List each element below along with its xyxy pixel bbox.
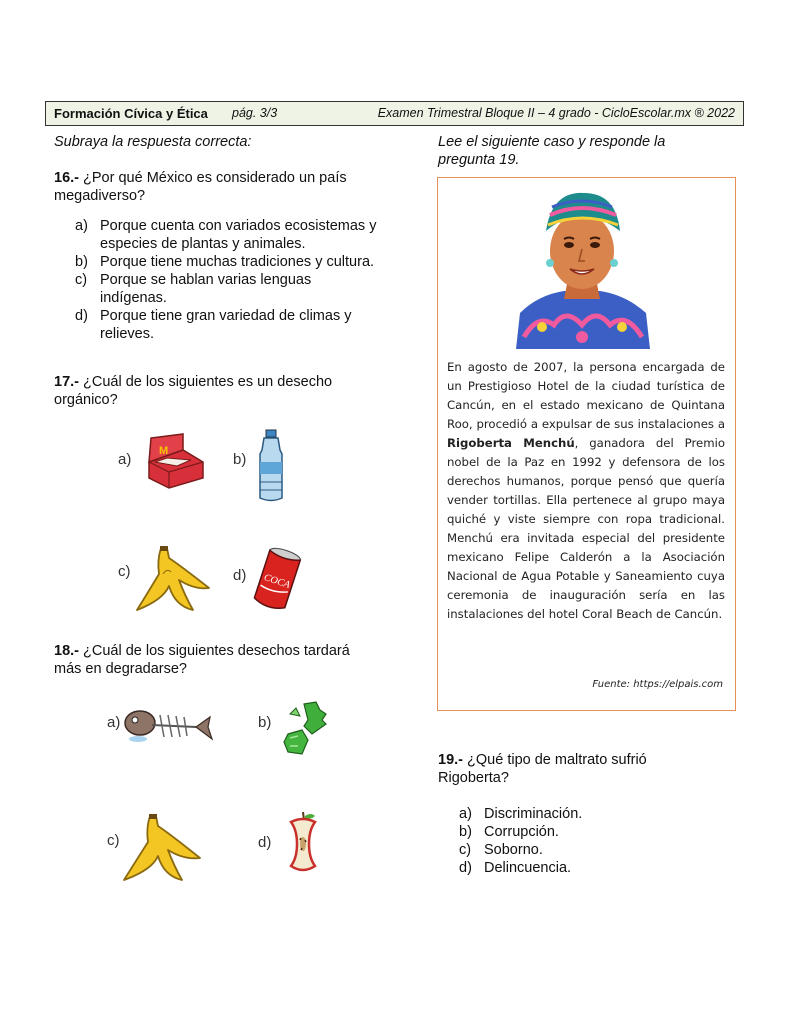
option-text-cont: relieves. <box>100 326 154 342</box>
q19-text-line1: ¿Qué tipo de maltrato sufrió <box>463 752 647 768</box>
option-text: Porque tiene muchas tradiciones y cultura. <box>100 254 375 270</box>
story-name: Rigoberta Menchú <box>447 436 575 450</box>
broken-bottle-icon[interactable] <box>282 700 332 756</box>
q17-label-c: c) <box>118 563 131 580</box>
option-text-cont: especies de plantas y animales. <box>100 236 306 252</box>
question-17 <box>54 373 332 391</box>
left-instruction: Subraya la respuesta correcta: <box>54 134 252 150</box>
option-letter: c) <box>75 272 88 288</box>
q18-label-d: d) <box>258 834 272 851</box>
svg-text:M: M <box>159 445 169 457</box>
q19-number: 19.- <box>438 752 463 768</box>
soda-can-icon[interactable] <box>250 546 304 614</box>
story-part2: , ganadora del Premio nobel de la Paz en 1992 y defensora de los derechos humanos, porque pensó que quería vender tortillas. Ella pertenece al grupo maya quiché y viste siempre con ropa tradicional. Menchú era invitada especial del presidente mexicano Felipe Calderón a la Asociación Nacional de Agua Potable y Saneamiento cuya ceremonia de inauguración sería en las instalaciones del hotel Coral Beach de Cancún. <box>447 436 725 621</box>
option-text-cont: indígenas. <box>100 290 167 306</box>
option-text: Soborno. <box>484 842 543 858</box>
page-header <box>45 101 744 126</box>
q18-label-c: c) <box>107 832 120 849</box>
q19-text-line2: Rigoberta? <box>438 770 509 786</box>
fish-bone-icon[interactable] <box>124 705 214 751</box>
q18-number: 18.- <box>54 643 79 659</box>
question-16 <box>54 169 347 187</box>
q16-number: 16.- <box>54 170 79 186</box>
subject-title: Formación Cívica y Ética <box>54 106 208 121</box>
q17-number: 17.- <box>54 374 79 390</box>
portrait-illustration <box>512 187 652 349</box>
case-story <box>447 358 725 624</box>
right-instruction-line1: Lee el siguiente caso y responde la <box>438 134 666 150</box>
option-letter: a) <box>75 218 88 234</box>
option-text: Corrupción. <box>484 824 559 840</box>
option-letter: c) <box>459 842 472 858</box>
q17-label-d: d) <box>233 567 247 584</box>
source-citation: Fuente: https://elpais.com <box>592 679 723 690</box>
q18-label-a: a) <box>107 714 121 731</box>
q17-label-a: a) <box>118 451 132 468</box>
question-19 <box>438 751 647 769</box>
water-bottle-icon[interactable] <box>254 428 288 504</box>
question-18 <box>54 642 350 660</box>
q17-text-line1: ¿Cuál de los siguientes es un desecho <box>79 374 333 390</box>
apple-core-icon[interactable] <box>285 810 321 876</box>
banana-peel-icon[interactable] <box>120 812 204 886</box>
q18-text-line2: más en degradarse? <box>54 661 187 677</box>
food-box-icon[interactable] <box>143 432 207 490</box>
q18-text-line1: ¿Cuál de los siguientes desechos tardará <box>79 643 350 659</box>
option-text: Porque se hablan varias lenguas <box>100 272 312 288</box>
q17-text-line2: orgánico? <box>54 392 118 408</box>
option-letter: d) <box>75 308 88 324</box>
option-text: Porque cuenta con variados ecosistemas y <box>100 218 377 234</box>
option-text: Delincuencia. <box>484 860 572 876</box>
right-instruction-line2: pregunta 19. <box>438 152 520 168</box>
option-letter: b) <box>459 824 472 840</box>
exam-title: Examen Trimestral Bloque II – 4 grado - CicloEscolar.mx ® 2022 <box>377 106 735 120</box>
q16-text-line1: ¿Por qué México es considerado un país <box>79 170 347 186</box>
option-text: Porque tiene gran variedad de climas y <box>100 308 352 324</box>
option-letter: a) <box>459 806 472 822</box>
option-letter: b) <box>75 254 88 270</box>
option-letter: d) <box>459 860 472 876</box>
story-part1: En agosto de 2007, la persona encargada de un Prestigioso Hotel de la ciudad turística de Cancún, en el estado mexicano de Quintana Roo, procedió a expulsar de sus instalaciones a <box>447 360 725 431</box>
page-number: pág. 3/3 <box>232 106 278 120</box>
option-text: Discriminación. <box>484 806 583 822</box>
q17-label-b: b) <box>233 451 247 468</box>
banana-peel-icon[interactable] <box>133 544 213 616</box>
q18-label-b: b) <box>258 714 272 731</box>
can-label: COCA <box>262 572 292 591</box>
q16-text-line2: megadiverso? <box>54 188 146 204</box>
